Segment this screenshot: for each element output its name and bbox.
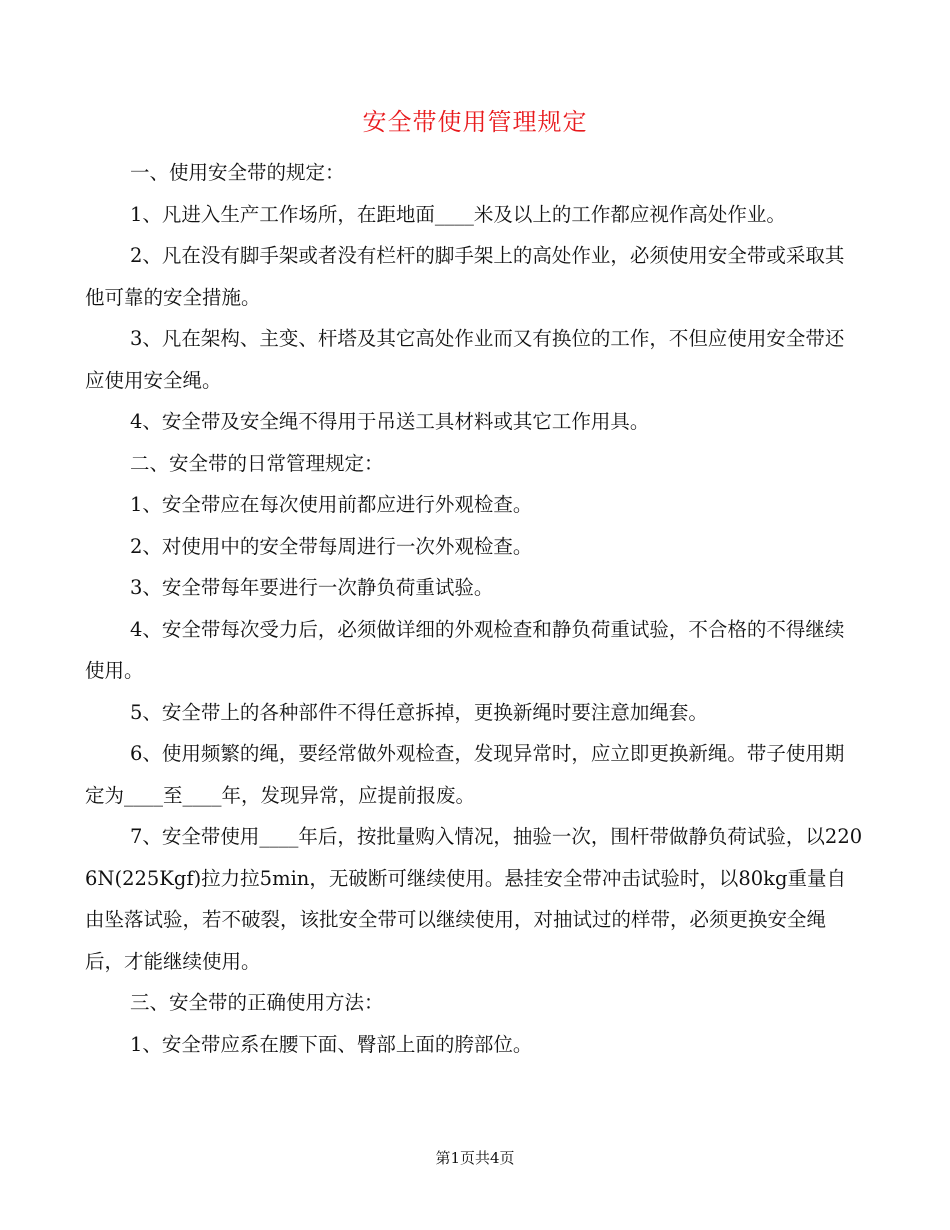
paragraph: 2、对使用中的安全带每周进行一次外观检查。 xyxy=(130,534,533,558)
document-title: 安全带使用管理规定 xyxy=(362,108,588,136)
paragraph: 6、使用频繁的绳，要经常做外观检查，发现异常时，应立即更换新绳。带子使用期定为____至____年，发现异常，应提前报废。 xyxy=(85,742,845,807)
paragraph: 5、安全带上的各种部件不得任意拆掉，更换新绳时要注意加绳套。 xyxy=(130,700,708,724)
paragraph: 1、安全带应在每次使用前都应进行外观检查。 xyxy=(130,493,533,516)
paragraph: 3、凡在架构、主变、杆塔及其它高处作业而又有换位的工作，不但应使用安全带还应使用安全绳。 xyxy=(85,327,845,392)
document-body xyxy=(85,152,863,1065)
page-number-footer: 第1页共4页 xyxy=(435,1149,515,1167)
paragraph: 4、安全带每次受力后，必须做详细的外观检查和静负荷重试验，不合格的不得继续使用。 xyxy=(85,617,845,682)
paragraph: 4、安全带及安全绳不得用于吊送工具材料或其它工作用具。 xyxy=(130,410,650,433)
paragraph: 3、安全带每年要进行一次静负荷重试验。 xyxy=(130,576,494,599)
section-heading-3: 三、安全带的正确使用方法： xyxy=(130,991,384,1014)
paragraph: 2、凡在没有脚手架或者没有栏杆的脚手架上的高处作业，必须使用安全带或采取其他可靠的安全措施。 xyxy=(85,244,845,309)
section-heading-2: 二、安全带的日常管理规定： xyxy=(130,451,384,475)
paragraph: 1、凡进入生产工作场所，在距地面____米及以上的工作都应视作高处作业。 xyxy=(130,202,786,226)
section-heading-1: 一、使用安全带的规定： xyxy=(130,161,345,184)
paragraph: 7、安全带使用____年后，按批量购入情况，抽验一次，围杆带做静负荷试验，以2206N(225Kgf)拉力拉5min，无破断可继续使用。悬挂安全带冲击试验时，以80kg重量自由坠落试验，若不破裂，该批安全带可以继续使用，对抽试过的样带，必须更换安全绳后，才能继续使用。 xyxy=(85,825,863,973)
paragraph: 1、安全带应系在腰下面、臀部上面的胯部位。 xyxy=(130,1032,533,1056)
